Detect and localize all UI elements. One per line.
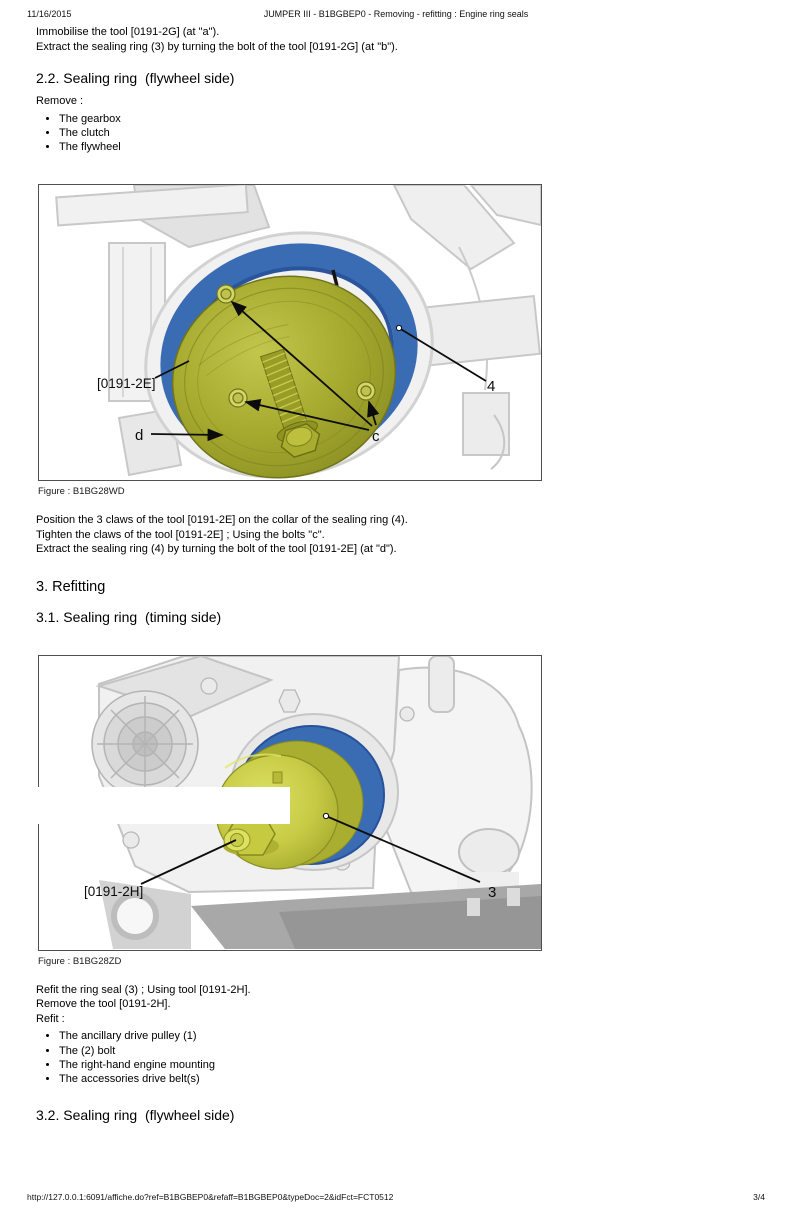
sump [99, 880, 541, 949]
page-footer [27, 1192, 765, 1202]
list-item: • The flywheel [59, 140, 762, 154]
refit-list [36, 1029, 762, 1086]
figure2-label-tool: [0191-2H] [84, 883, 144, 899]
figure1-caption: Figure : B1BG28WD [38, 486, 125, 498]
figure1-label-4: 4 [487, 378, 496, 396]
pulley [92, 691, 198, 797]
remove-list [36, 112, 762, 155]
page-content [36, 25, 762, 1131]
heading-3-2: 3.2. Sealing ring (flywheel side) [36, 1106, 235, 1123]
paragraph: Extract the sealing ring (3) by turning the bolt of the tool [0191-2G] (at "b"). [36, 40, 398, 53]
paragraph: Refit the ring seal (3) ; Using tool [0191-2H]. [36, 983, 251, 996]
heading-3-1: 3.1. Sealing ring (timing side) [36, 608, 222, 625]
figure1-label-d: d [135, 427, 144, 445]
header-date: 11/16/2015 [27, 9, 72, 19]
figure1-illustration [39, 185, 541, 480]
list-item: • The gearbox [59, 112, 762, 126]
footer-page-number: 3/4 [753, 1192, 765, 1202]
paragraph: Position the 3 claws of the tool [0191-2E] on the collar of the sealing ring (4). [36, 514, 408, 527]
paragraph: Tighten the claws of the tool [0191-2E] ; Using the bolts "c". [36, 528, 325, 541]
footer-url: http://127.0.0.1:6091/affiche.do?ref=B1BGBEP0&refaff=B1BGBEP0&typeDoc=2&idFct=FCT0512 [27, 1192, 394, 1202]
figure1-label-c: c [372, 428, 380, 446]
paragraph: Extract the sealing ring (4) by turning the bolt of the tool [0191-2E] (at "d"). [36, 543, 397, 556]
figure2-box [38, 655, 542, 951]
refit-label: Refit : [36, 1012, 65, 1025]
figure2-caption: Figure : B1BG28ZD [38, 955, 122, 967]
heading-2-2: 2.2. Sealing ring (flywheel side) [36, 70, 235, 86]
list-item: • The right-hand engine mounting [59, 1058, 762, 1072]
censor-band [38, 787, 290, 824]
list-item: • The accessories drive belt(s) [59, 1072, 762, 1086]
remove-label: Remove : [36, 95, 84, 107]
figure1-box [38, 184, 542, 481]
figure1-label-tool: [0191-2E] [97, 376, 156, 392]
paragraph: Remove the tool [0191-2H]. [36, 998, 171, 1011]
heading-3: 3. Refitting [36, 578, 106, 595]
list-item: • The (2) bolt [59, 1044, 762, 1058]
header-document-title: JUMPER III - B1BGBEP0 - Removing - refitting : Engine ring seals [263, 9, 529, 19]
figure2-label-3: 3 [488, 883, 497, 901]
list-item: • The ancillary drive pulley (1) [59, 1029, 762, 1043]
paragraph: Immobilise the tool [0191-2G] (at "a"). [36, 26, 220, 38]
page-header [27, 9, 765, 23]
list-item: • The clutch [59, 126, 762, 140]
